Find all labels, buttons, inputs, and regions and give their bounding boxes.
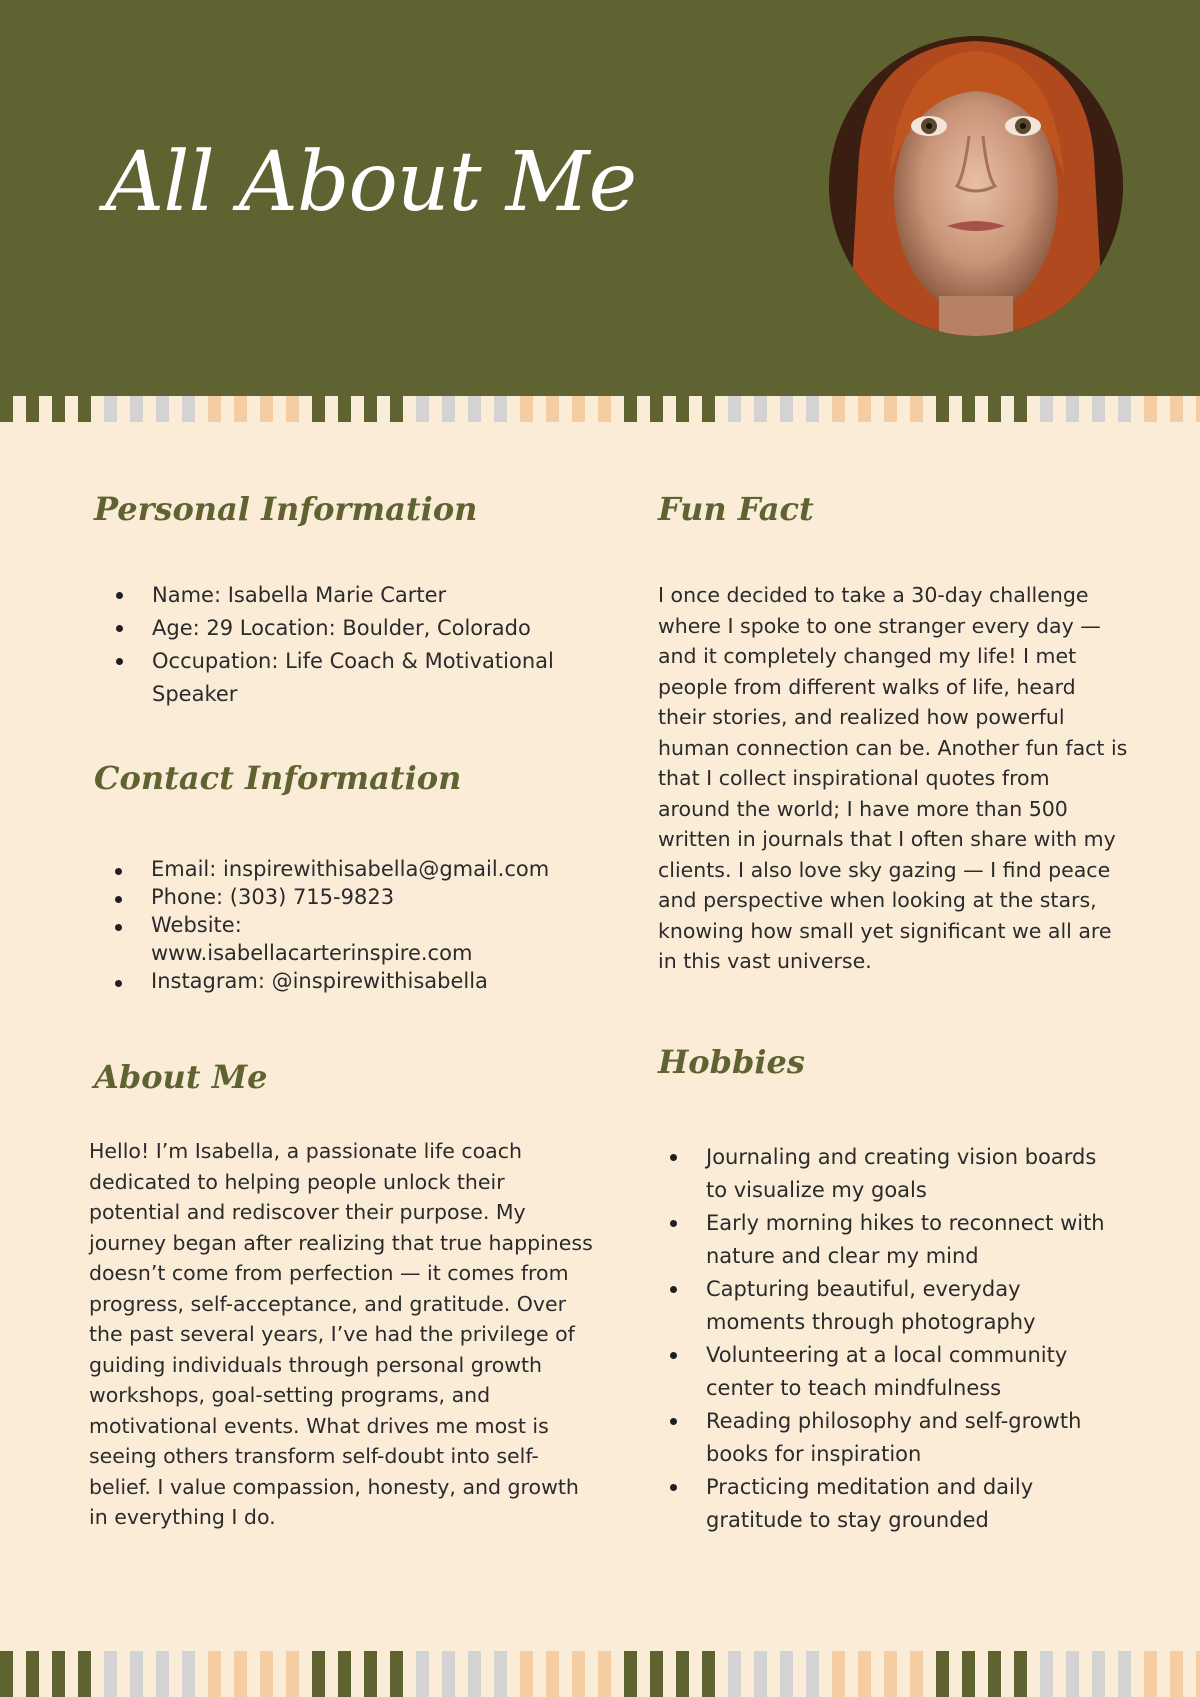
stripe-bar	[52, 396, 65, 422]
stripe-bar	[1040, 396, 1053, 422]
stripe-bar	[390, 1651, 403, 1697]
stripe-bar	[442, 396, 455, 422]
stripe-bar	[988, 396, 1001, 422]
stripe-bar	[260, 1651, 273, 1697]
personal-info-heading: Personal Information	[94, 490, 478, 528]
stripe-bar	[936, 396, 949, 422]
stripe-bar	[858, 396, 871, 422]
stripe-bar	[104, 1651, 117, 1697]
stripe-bar	[468, 396, 481, 422]
about-me-text: Hello! I’m Isabella, a passionate life coach dedicated to helping people unlock their potential and rediscover their purpose. My journey began after realizing that true happiness doesn’t come from perfection — it comes from progress, self-acceptance, and gratitude. Over the past several years, I’ve had the privilege of guiding individuals through personal growth workshops, goal-setting programs, and motivational events. What drives me most is seeing others transform self-doubt into self-belief. I value compassion, honesty, and growth in everything I do.	[89, 1139, 593, 1529]
stripe-bar	[156, 1651, 169, 1697]
stripe-bar	[936, 1651, 949, 1697]
stripe-bar	[780, 1651, 793, 1697]
stripe-bar	[286, 1651, 299, 1697]
stripe-bar	[338, 396, 351, 422]
list-item: Early morning hikes to reconnect with nature and clear my mind	[643, 1207, 1123, 1273]
stripe-bar	[130, 1651, 143, 1697]
stripe-bar	[182, 1651, 195, 1697]
stripe-bar	[182, 396, 195, 422]
list-item: Website: www.isabellacarterinspire.com	[88, 911, 381, 967]
header-banner	[0, 0, 1200, 396]
list-item: Volunteering at a local community center to teach mindfulness	[643, 1339, 1123, 1405]
list-item: Occupation: Life Coach & Motivational Speaker	[89, 645, 609, 711]
stripe-bar	[442, 1651, 455, 1697]
profile-photo	[829, 36, 1123, 336]
list-item: Journaling and creating vision boards to visualize my goals	[643, 1141, 1123, 1207]
stripe-bar	[728, 1651, 741, 1697]
stripe-bar	[884, 396, 897, 422]
stripe-bar	[416, 1651, 429, 1697]
stripe-bar	[416, 396, 429, 422]
stripe-bar	[1170, 1651, 1183, 1697]
stripe-bar	[988, 1651, 1001, 1697]
stripe-bar	[598, 396, 611, 422]
stripe-bar	[962, 396, 975, 422]
stripe-bar	[364, 396, 377, 422]
stripe-bar	[676, 396, 689, 422]
stripe-bar	[494, 1651, 507, 1697]
stripe-bar	[1092, 1651, 1105, 1697]
stripe-bar	[78, 1651, 91, 1697]
stripe-bar	[572, 1651, 585, 1697]
decorative-stripe-top	[0, 396, 1200, 422]
personal-info-list	[89, 579, 609, 711]
stripe-bar	[468, 1651, 481, 1697]
stripe-bar	[702, 1651, 715, 1697]
stripe-bar	[1118, 1651, 1131, 1697]
stripe-bar	[546, 396, 559, 422]
stripe-bar	[234, 396, 247, 422]
list-item: Phone: (303) 715-9823	[88, 883, 608, 911]
stripe-bar	[598, 1651, 611, 1697]
stripe-bar	[130, 396, 143, 422]
stripe-bar	[676, 1651, 689, 1697]
stripe-bar	[572, 396, 585, 422]
stripe-bar	[858, 1651, 871, 1697]
stripe-bar	[1118, 396, 1131, 422]
stripe-bar	[910, 396, 923, 422]
stripe-bar	[624, 396, 637, 422]
stripe-bar	[1144, 1651, 1157, 1697]
portrait-illustration	[829, 36, 1123, 336]
stripe-bar	[1040, 1651, 1053, 1697]
stripe-bar	[806, 1651, 819, 1697]
stripe-bar	[1196, 396, 1200, 422]
stripe-bar	[26, 1651, 39, 1697]
stripe-bar	[728, 396, 741, 422]
stripe-bar	[832, 1651, 845, 1697]
list-item: Email: inspirewithisabella@gmail.com	[88, 855, 608, 883]
list-item: Capturing beautiful, everyday moments through photography	[643, 1273, 1123, 1339]
stripe-bar	[1092, 396, 1105, 422]
stripe-bar	[1066, 1651, 1079, 1697]
stripe-bar	[234, 1651, 247, 1697]
stripe-bar	[286, 396, 299, 422]
list-item: Age: 29 Location: Boulder, Colorado	[89, 612, 609, 645]
stripe-bar	[1066, 396, 1079, 422]
stripe-bar	[962, 1651, 975, 1697]
list-item: Reading philosophy and self-growth books for inspiration	[643, 1405, 1123, 1471]
stripe-bar	[312, 1651, 325, 1697]
stripe-bar	[0, 1651, 13, 1697]
fun-fact-text: I once decided to take a 30-day challenge where I spoke to one stranger every day — and it completely changed my life! I met people from different walks of life, heard their stories, and realized how powerful human connection can be. Another fun fact is that I collect inspirational quotes from around the world; I have more than 500 written in journals that I often share with my clients. I also love sky gazing — I find peace and perspective when looking at the stars, knowing how small yet significant we all are in this vast universe.	[658, 583, 1128, 973]
stripe-bar	[650, 396, 663, 422]
hobbies-heading: Hobbies	[658, 1043, 805, 1081]
stripe-bar	[702, 396, 715, 422]
stripe-bar	[1014, 396, 1027, 422]
list-item: Name: Isabella Marie Carter	[89, 579, 609, 612]
stripe-bar	[546, 1651, 559, 1697]
stripe-bar	[832, 396, 845, 422]
list-item: Instagram: @inspirewithisabella	[88, 967, 608, 995]
stripe-bar	[1144, 396, 1157, 422]
fun-fact-heading: Fun Fact	[658, 490, 814, 528]
stripe-bar	[208, 1651, 221, 1697]
stripe-bar	[520, 396, 533, 422]
stripe-bar	[650, 1651, 663, 1697]
stripe-bar	[1014, 1651, 1027, 1697]
list-item: Practicing meditation and daily gratitude to stay grounded	[643, 1471, 1123, 1537]
stripe-bar	[26, 396, 39, 422]
stripe-bar	[1170, 396, 1183, 422]
stripe-bar	[156, 396, 169, 422]
contact-info-heading: Contact Information	[94, 759, 462, 797]
stripe-bar	[312, 396, 325, 422]
stripe-bar	[806, 396, 819, 422]
stripe-bar	[494, 396, 507, 422]
stripe-bar	[78, 396, 91, 422]
stripe-bar	[338, 1651, 351, 1697]
stripe-bar	[624, 1651, 637, 1697]
stripe-bar	[260, 396, 273, 422]
page-title: All About Me	[105, 135, 637, 230]
stripe-bar	[910, 1651, 923, 1697]
decorative-stripe-bottom	[0, 1651, 1200, 1697]
stripe-bar	[0, 396, 13, 422]
stripe-bar	[52, 1651, 65, 1697]
stripe-bar	[104, 396, 117, 422]
stripe-bar	[520, 1651, 533, 1697]
stripe-bar	[208, 396, 221, 422]
stripe-bar	[884, 1651, 897, 1697]
stripe-bar	[364, 1651, 377, 1697]
stripe-bar	[754, 1651, 767, 1697]
hobbies-list	[643, 1141, 1123, 1537]
contact-info-list	[88, 855, 608, 995]
stripe-bar	[754, 396, 767, 422]
about-me-heading: About Me	[94, 1058, 268, 1096]
stripe-bar	[390, 396, 403, 422]
stripe-bar	[780, 396, 793, 422]
stripe-bar	[1196, 1651, 1200, 1697]
